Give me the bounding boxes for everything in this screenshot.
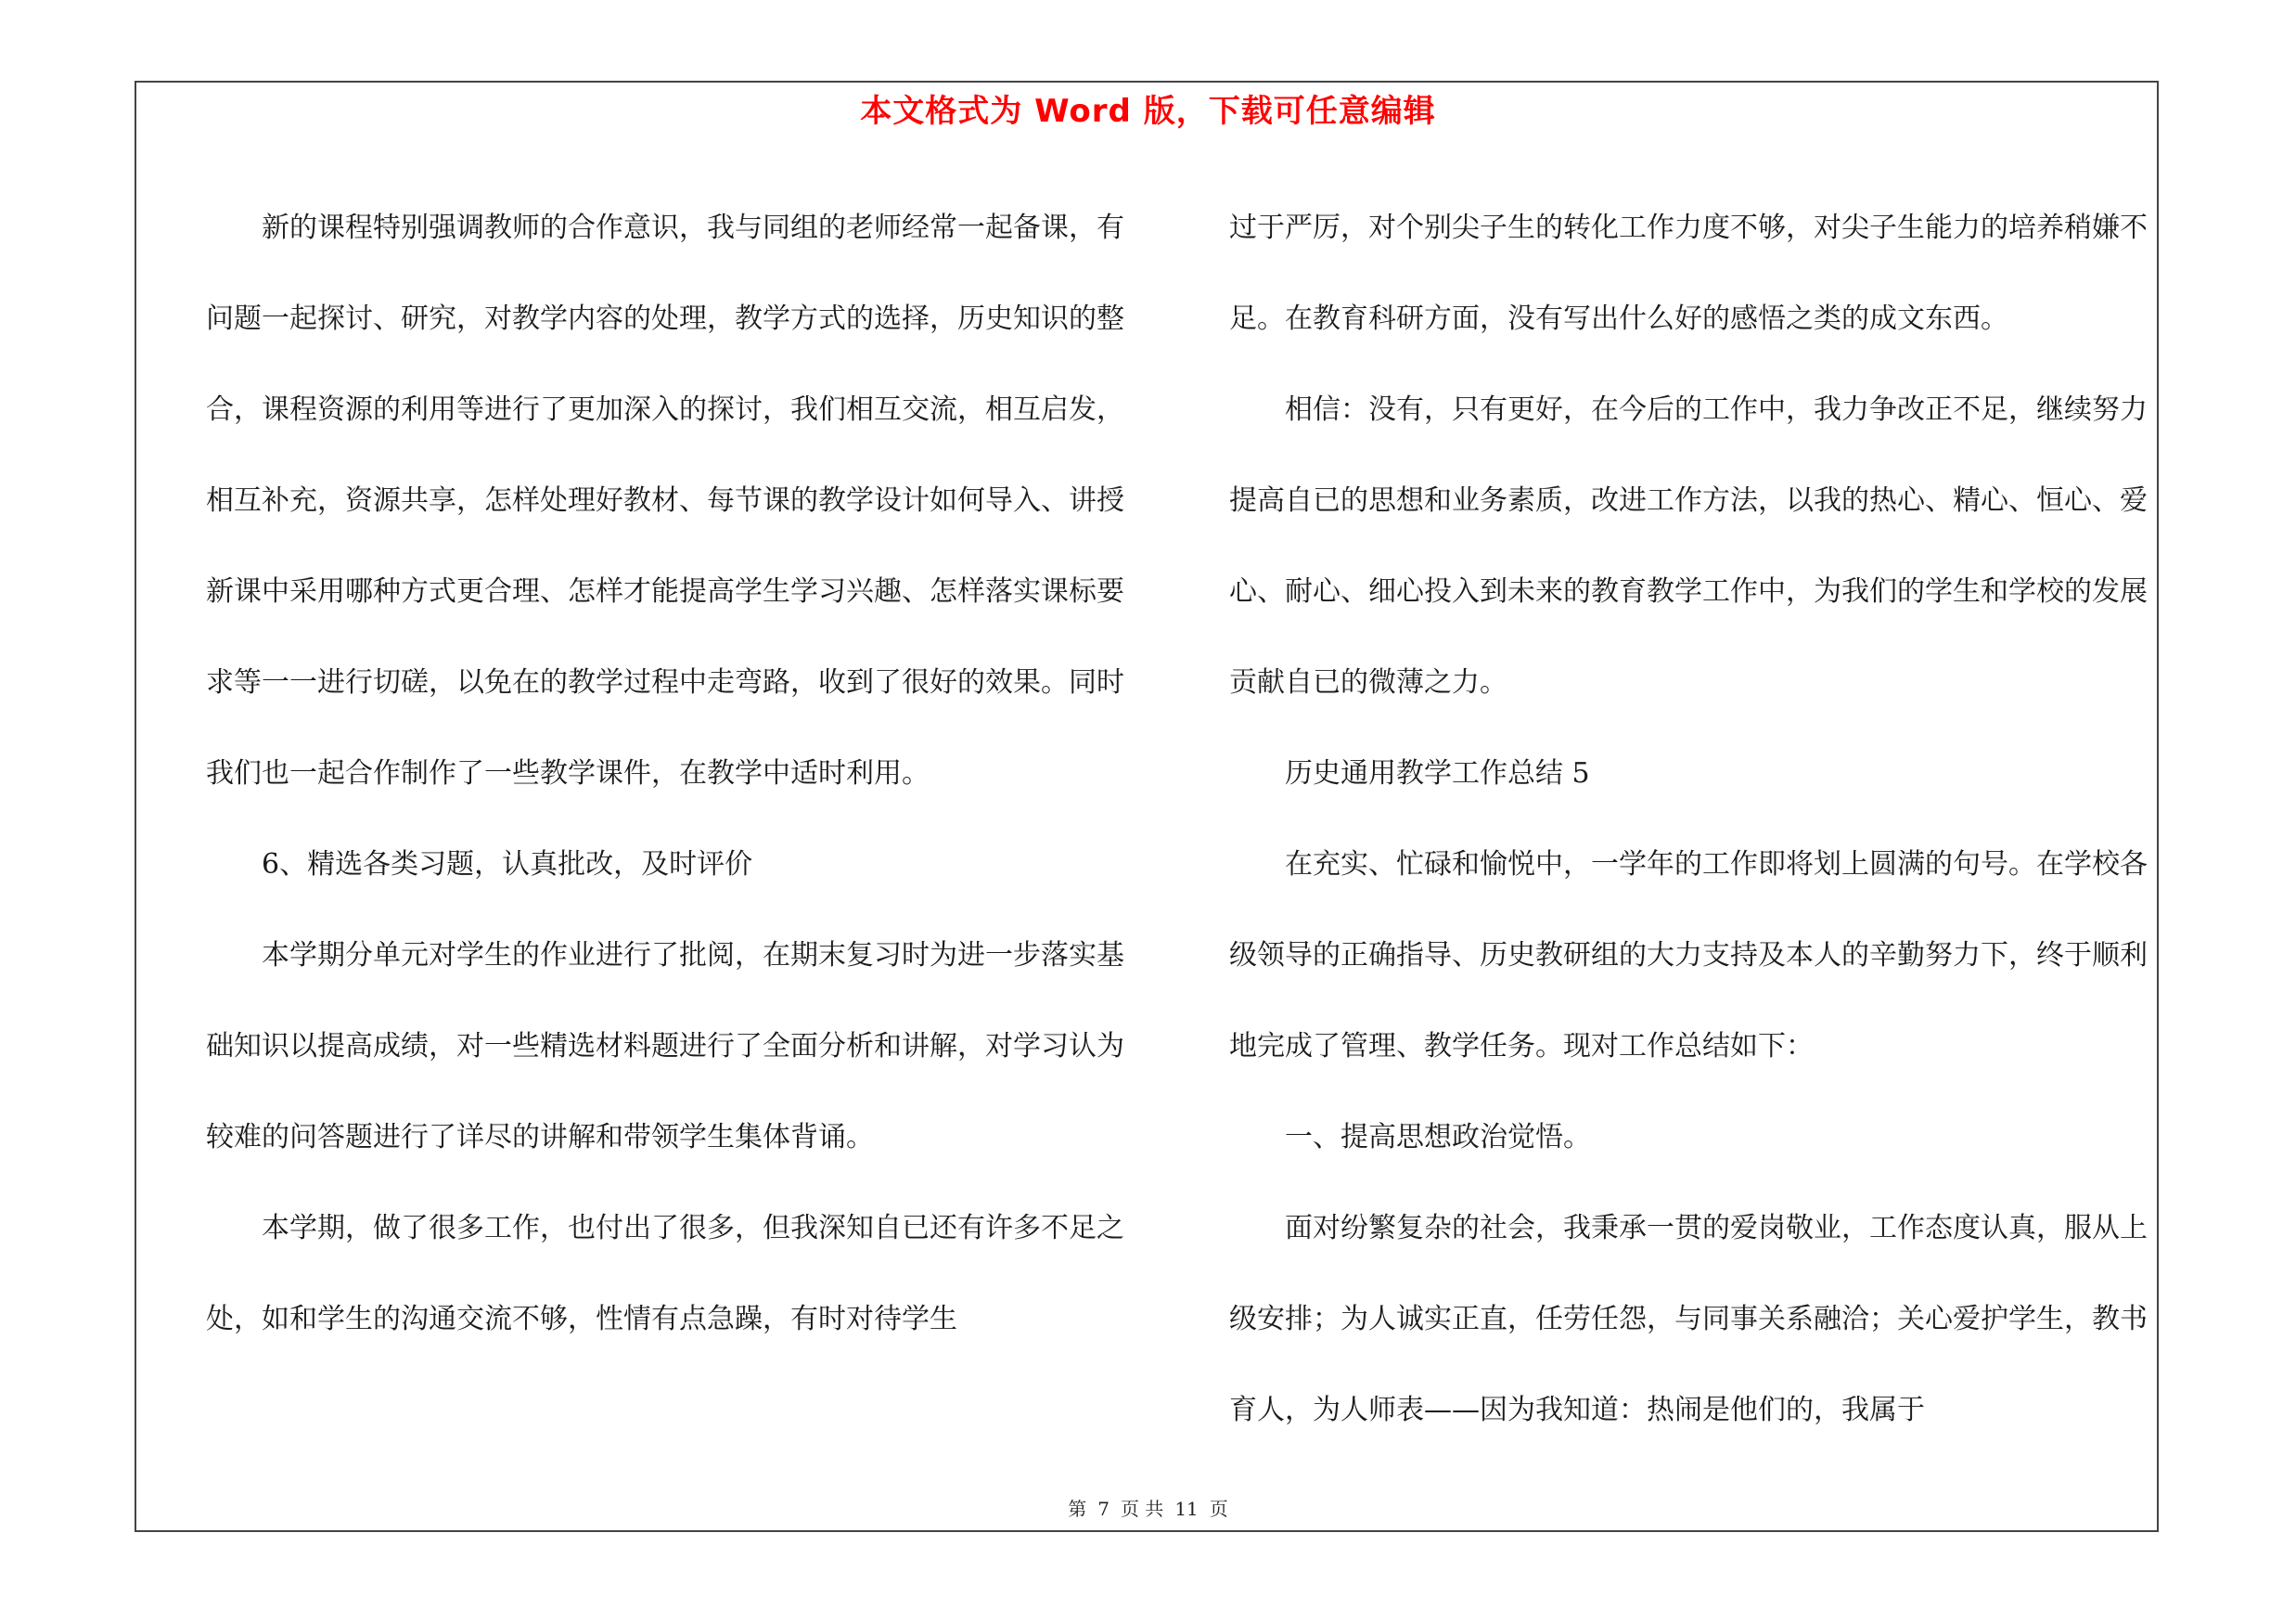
right-column — [1229, 183, 2148, 1456]
paragraph-intro: 在充实、忙碌和愉悦中，一学年的工作即将划上圆满的句号。在学校各级领导的正确指导、历史教研组的大力支持及本人的辛勤努力下，终于顺利地完成了管理、教学任务。现对工作总结如下： — [1229, 848, 2148, 1063]
paragraph-belief: 相信：没有，只有更好，在今后的工作中，我力争改正不足，继续努力提高自已的思想和业务素质，改进工作方法，以我的热心、精心、恒心、爱心、耐心、细心投入到未来的教育教学工作中，为我们的学生和学校的发展贡献自已的微薄之力。 — [1229, 393, 2148, 699]
paragraph-shortcomings: 本学期，做了很多工作，也付出了很多，但我深知自已还有许多不足之处，如和学生的沟通交流不够，性情有点急躁，有时对待学生 — [206, 1212, 1124, 1335]
section-title: 历史通用教学工作总结 5 — [1285, 757, 1590, 790]
page-number — [0, 1494, 2296, 1521]
paragraph-homework-review: 本学期分单元对学生的作业进行了批阅，在期末复习时为进一步落实基础知识以提高成绩，对一些精选材料题进行了全面分析和讲解，对学习认为较难的问答题进行了详尽的讲解和带领学生集体背诵。 — [206, 939, 1124, 1153]
paragraph-attitude: 面对纷繁复杂的社会，我秉承一贯的爱岗敬业，工作态度认真，服从上级安排；为人诚实正直，任劳任怨，与同事关系融洽；关心爱护学生，教书育人，为人师表——因为我知道：热闹是他们的，我属于 — [1229, 1212, 2148, 1426]
subsection-heading: 一、提高思想政治觉悟。 — [1285, 1121, 1591, 1153]
paragraph-shortcomings-continued: 过于严厉，对个别尖子生的转化工作力度不够，对尖子生能力的培养稍嫌不足。在教育科研方面，没有写出什么好的感悟之类的成文东西。 — [1229, 212, 2148, 335]
paragraph-exercises-heading: 6、精选各类习题，认真批改，及时评价 — [262, 848, 753, 881]
current-page: 7 — [1097, 1498, 1110, 1520]
total-pages: 11 — [1174, 1498, 1199, 1520]
page-number-middle: 页 共 — [1120, 1498, 1164, 1520]
page-number-prefix: 第 — [1068, 1498, 1087, 1520]
page-number-suffix: 页 — [1209, 1498, 1228, 1520]
left-column — [206, 183, 1124, 1365]
paragraph-cooperation: 新的课程特别强调教师的合作意识，我与同组的老师经常一起备课，有问题一起探讨、研究，对教学内容的处理，教学方式的选择，历史知识的整合，课程资源的利用等进行了更加深入的探讨，我们相互交流，相互启发，相互补充，资源共享，怎样处理好教材、每节课的教学设计如何导入、讲授新课中采用哪种方式更合理、怎样才能提高学生学习兴趣、怎样落实课标要求等一一进行切磋，以免在的教学过程中走弯路，收到了很好的效果。同时我们也一起合作制作了一些教学课件，在教学中适时利用。 — [206, 212, 1124, 790]
download-banner: 本文格式为 Word 版，下载可任意编辑 — [860, 93, 1436, 130]
